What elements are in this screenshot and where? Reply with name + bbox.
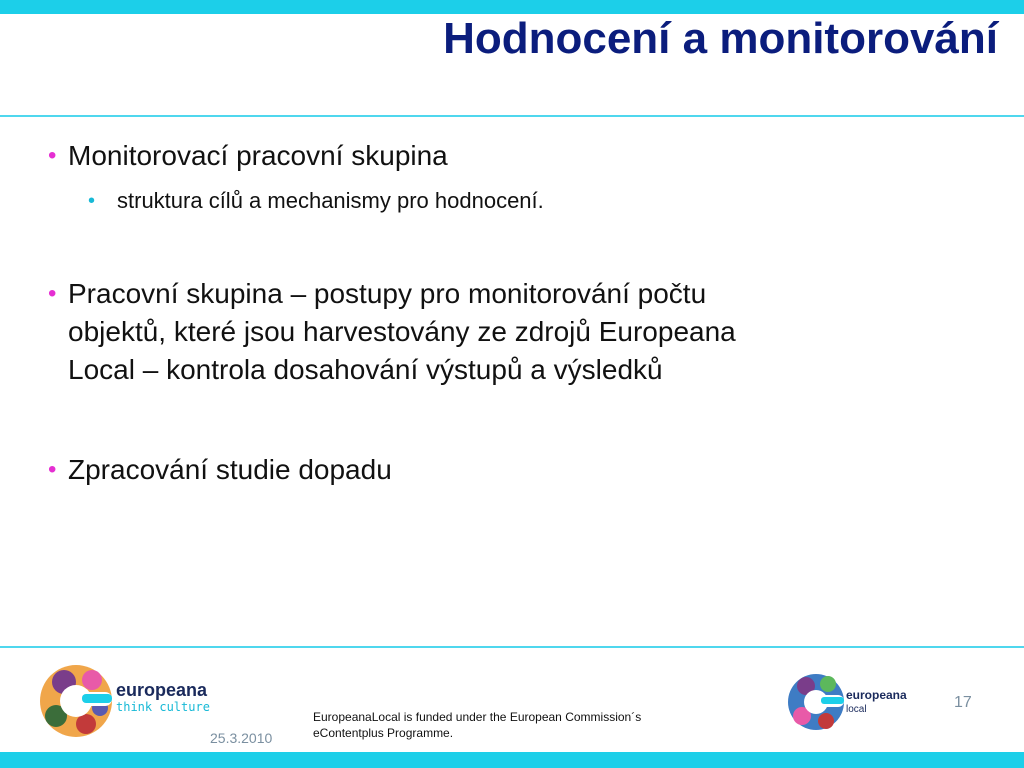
bullet-level1: Monitorovací pracovní skupina <box>68 140 448 171</box>
slide-title: Hodnocení a monitorování <box>443 14 998 63</box>
sub-bullet-marker: • <box>88 190 96 212</box>
bullet-level1-line: objektů, které jsou harvestovány ze zdrojů Europeana <box>68 316 736 347</box>
europeana-local-logo <box>786 666 906 742</box>
bullet-marker: • <box>48 280 57 307</box>
bullet-level1-line: Local – kontrola dosahování výstupů a výsledků <box>68 354 663 385</box>
funding-line: eContentplus Programme. <box>313 726 454 740</box>
top-color-bar <box>0 0 1024 14</box>
bullet-marker: • <box>48 142 57 169</box>
funding-note <box>313 709 641 741</box>
logo-tagline: think culture <box>116 700 210 714</box>
slide-date: 25.3.2010 <box>210 730 273 746</box>
header-rule <box>0 115 1024 117</box>
slide-number: 17 <box>954 694 972 711</box>
footer-rule <box>0 646 1024 648</box>
funding-line: EuropeanaLocal is funded under the European Commission´s <box>313 710 642 724</box>
bullet-level2: struktura cílů a mechanismy pro hodnocení. <box>117 188 544 213</box>
logo-wordmark: europeana <box>846 688 907 702</box>
logo-wordmark: europeana <box>116 680 208 700</box>
bullet-level1: Zpracování studie dopadu <box>68 454 392 485</box>
bottom-color-bar <box>0 752 1024 768</box>
logo-tagline: local <box>846 704 867 715</box>
europeana-think-culture-logo <box>36 656 216 746</box>
bullet-marker: • <box>48 456 57 483</box>
bullet-level1-line: Pracovní skupina – postupy pro monitorování počtu <box>68 278 707 309</box>
